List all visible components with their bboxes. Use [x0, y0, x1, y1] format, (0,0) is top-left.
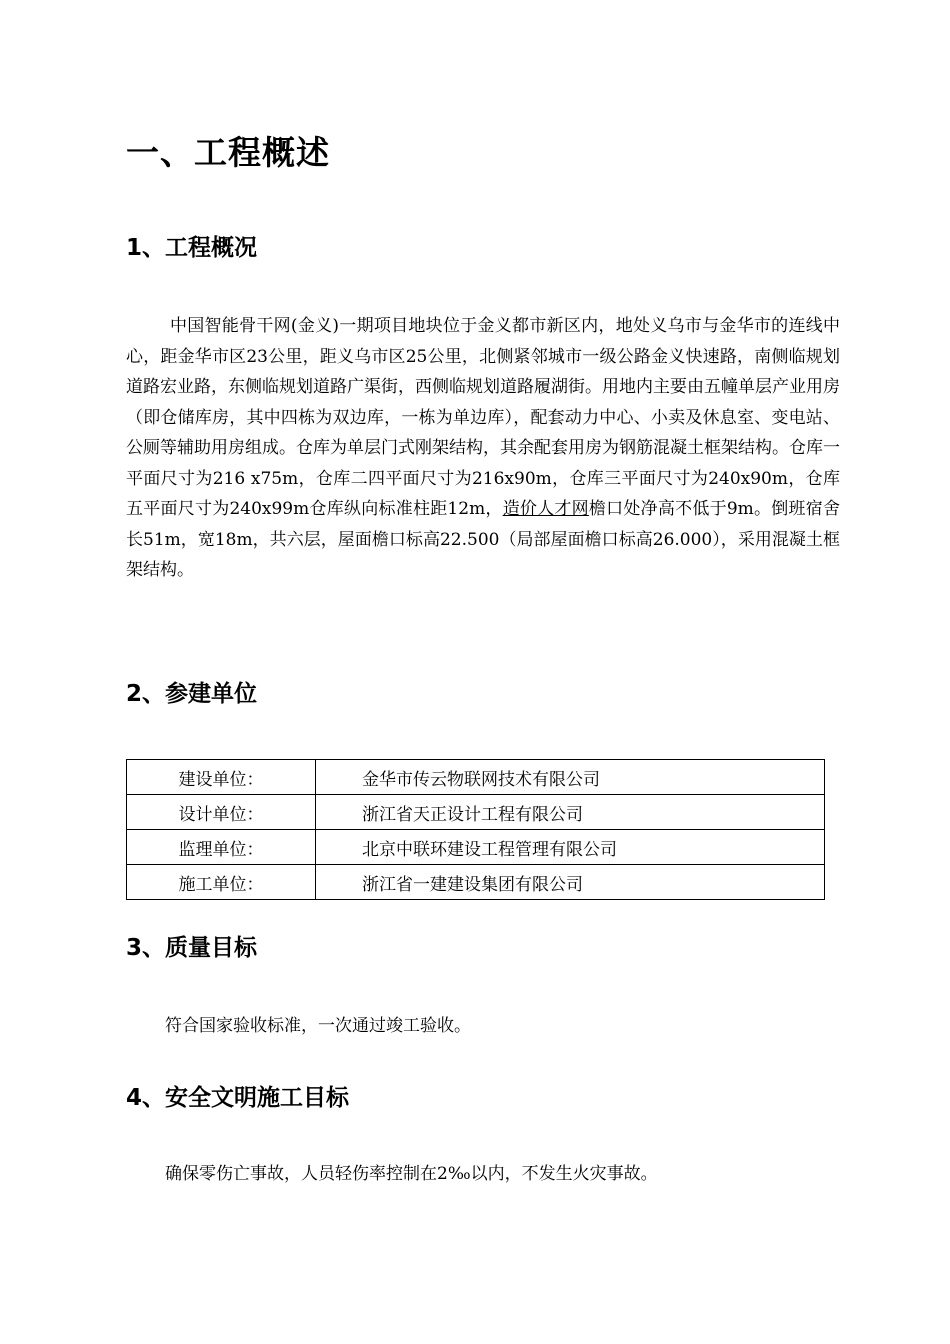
unit-value: 北京中联环建设工程管理有限公司 [316, 830, 825, 865]
overview-text-part1: 中国智能骨干网(金义)一期项目地块位于金义都市新区内，地处义乌市与金华市的连线中心，距金华市区23公里，距义乌市区25公里，北侧紧邻城市一级公路金义快速路，南侧临规划道路宏业路，东侧临规划道路广渠街，西侧临规划道路履湖街。用地内主要由五幢单层产业用房（即仓储库房，其中四栋为双边库，一栋为单边库），配套动力中心、小卖及休息室、变电站、公厕等辅助用房组成。仓库为单层门式刚架结构，其余配套用房为钢筋混凝土框架结构。仓库一平面尺寸为216 x75m，仓库二四平面尺寸为216x90m，仓库三平面尺寸为240x90m，仓库五平面尺寸为240x99m仓库纵向标准柱距12m， [126, 316, 840, 519]
section-heading-quality: 3、质量目标 [126, 935, 258, 961]
unit-value: 浙江省一建建设集团有限公司 [316, 865, 825, 900]
section-heading-units: 2、参建单位 [126, 681, 258, 707]
chapter-title: 一、工程概述 [126, 133, 330, 172]
overview-paragraph [126, 311, 840, 586]
table-row [127, 760, 825, 795]
table-row [127, 795, 825, 830]
unit-label: 监理单位： [127, 830, 316, 865]
safety-goal-text: 确保零伤亡事故，人员轻伤率控制在2‰以内，不发生火灾事故。 [165, 1164, 658, 1184]
section-heading-safety: 4、安全文明施工目标 [126, 1085, 350, 1111]
table-row [127, 830, 825, 865]
unit-label: 建设单位： [127, 760, 316, 795]
table-row [127, 865, 825, 900]
overview-text-part2: 檐口处净高不低于9m。倒班宿舍长51m，宽18m，共六层，屋面檐口标高22.500（局部屋面檐口标高26.000），采用混凝土框架结构。 [126, 499, 841, 580]
unit-value: 浙江省天正设计工程有限公司 [316, 795, 825, 830]
section-heading-overview: 1、工程概况 [126, 235, 258, 261]
unit-label: 设计单位： [127, 795, 316, 830]
quality-goal-text: 符合国家验收标准，一次通过竣工验收。 [165, 1016, 471, 1036]
participating-units-table [126, 759, 825, 900]
unit-value: 金华市传云物联网技术有限公司 [316, 760, 825, 795]
unit-label: 施工单位： [127, 865, 316, 900]
overview-link[interactable]: 造价人才网 [502, 499, 589, 519]
